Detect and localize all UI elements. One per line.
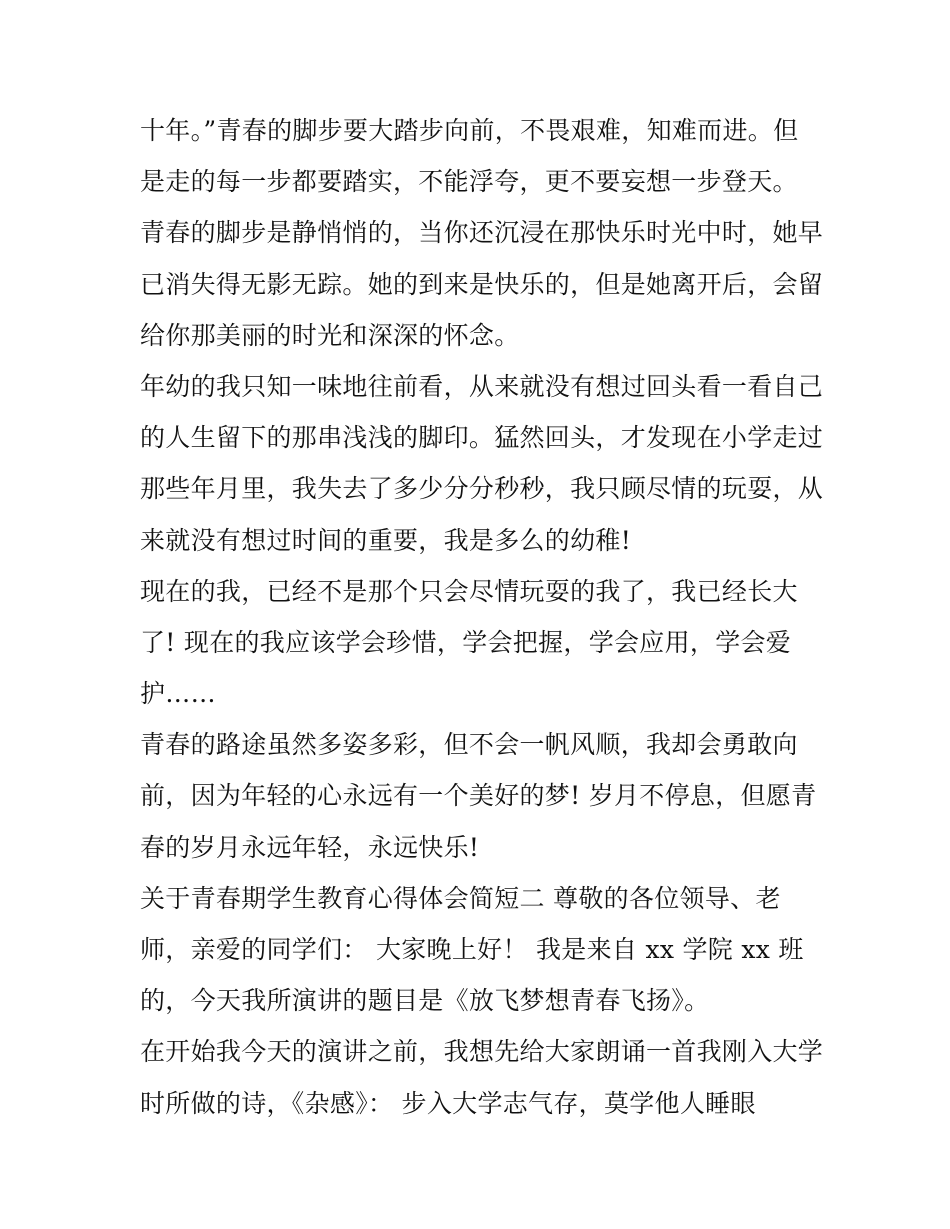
text-line: 师，亲爱的同学们： 大家晚上好！ 我是来自 xx 学院 xx 班 — [140, 935, 804, 964]
text-line: 在开始我今天的演讲之前，我想先给大家朗诵一首我刚入大学 — [140, 1037, 824, 1067]
text-line: 前，因为年轻的心永远有一个美好的梦! 岁月不停息，但愿青 — [140, 781, 817, 811]
text-line: 护…… — [140, 679, 216, 709]
text-line: 青春的脚步是静悄悄的，当你还沉浸在那快乐时光中时，她早 — [140, 218, 824, 248]
text-line: 春的岁月永远年轻，永远快乐! — [140, 832, 480, 862]
text-line: 了! 现在的我应该学会珍惜，学会把握，学会应用，学会爱 — [140, 627, 792, 657]
text-line: 是走的每一步都要踏实，不能浮夸，更不要妄想一步登天。 — [140, 167, 798, 197]
text-line: 的人生留下的那串浅浅的脚印。猛然回头，才发现在小学走过 — [140, 423, 824, 453]
text-line: 年幼的我只知一味地往前看，从来就没有想过回头看一看自己 — [140, 371, 824, 401]
text-line: 十年。”青春的脚步要大踏步向前，不畏艰难，知难而进。但 — [140, 116, 799, 145]
text-line: 那些年月里，我失去了多少分分秒秒，我只顾尽情的玩耍，从 — [140, 474, 824, 504]
text-line: 关于青春期学生教育心得体会简短二 尊敬的各位领导、老 — [140, 883, 781, 913]
text-line: 已消失得无影无踪。她的到来是快乐的，但是她离开后，会留 — [140, 269, 824, 299]
document-body — [140, 105, 824, 1129]
text-line: 的，今天我所演讲的题目是《放飞梦想青春飞扬》。 — [140, 986, 710, 1016]
text-line: 时所做的诗，《杂感》： 步入大学志气存，莫学他人睡眼 — [140, 1088, 756, 1118]
text-line: 现在的我，已经不是那个只会尽情玩耍的我了，我已经长大 — [140, 576, 798, 606]
text-line: 青春的路途虽然多姿多彩，但不会一帆风顺，我却会勇敢向 — [140, 730, 798, 760]
text-line: 来就没有想过时间的重要，我是多么的幼稚! — [140, 525, 632, 555]
text-line: 给你那美丽的时光和深深的怀念。 — [140, 320, 520, 350]
